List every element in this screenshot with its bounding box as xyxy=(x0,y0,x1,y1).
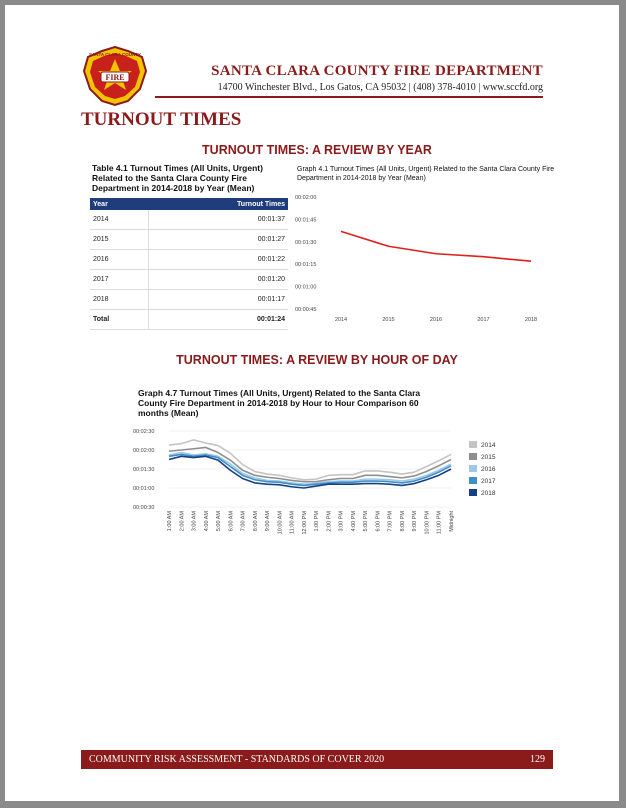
org-name: SANTA CLARA COUNTY FIRE DEPARTMENT xyxy=(211,63,543,79)
fire-department-logo xyxy=(80,45,150,107)
cell-year: 2015 xyxy=(90,230,149,250)
table-title: Table 4.1 Turnout Times (All Units, Urgent) Related to the Santa Clara County Fire Department in 2014-2018 by Year (Mean) xyxy=(92,163,263,193)
header-divider xyxy=(155,96,543,98)
x-tick-label: 7:00 PM xyxy=(387,511,394,532)
logo-text-top: SANTA CLARA COUNTY xyxy=(88,52,142,57)
cell-year: 2014 xyxy=(90,210,149,230)
x-tick-label: 1:00 PM xyxy=(314,511,321,532)
x-tick-label: 10:00 AM xyxy=(277,511,284,535)
cell-time: 00:01:22 xyxy=(149,250,288,270)
graph-4-1-chart xyxy=(293,187,555,327)
cell-time: 00:01:24 xyxy=(149,310,288,330)
x-tick-label: 1:00 AM xyxy=(167,511,173,532)
turnout-times-table xyxy=(90,198,288,330)
org-address: 14700 Winchester Blvd., Los Gatos, CA 95032 | (408) 378-4010 | www.sccfd.org xyxy=(217,82,543,93)
y-tick-label: 00:01:00 xyxy=(133,486,155,492)
graph-4-1-title: Graph 4.1 Turnout Times (All Units, Urgent) Related to the Santa Clara County Fire Department in 2014-2018 by Year (Mean) xyxy=(297,166,555,182)
x-tick-label: 2015 xyxy=(382,317,395,323)
x-tick-label: 12:00 PM xyxy=(301,511,308,535)
y-tick-label: 00:01:15 xyxy=(295,262,317,269)
x-tick-label: 2014 xyxy=(334,317,348,323)
y-tick-label: 00:01:45 xyxy=(295,217,317,224)
page-title: TURNOUT TIMES xyxy=(81,109,242,130)
x-tick-label: 11:00 PM xyxy=(436,511,443,535)
x-tick-label: 8:00 PM xyxy=(399,511,406,532)
series-line xyxy=(341,231,531,261)
logo-text-center: FIRE xyxy=(105,73,125,82)
legend-swatch xyxy=(469,477,477,484)
graph-4-7-chart xyxy=(131,425,511,550)
y-tick-label: 00:02:00 xyxy=(133,448,155,454)
x-tick-label: 10:00 PM xyxy=(424,511,431,535)
x-tick-label: 4:00 AM xyxy=(203,511,210,532)
y-tick-label: 00:01:30 xyxy=(133,467,155,473)
cell-year: 2018 xyxy=(90,290,149,310)
table-total-row xyxy=(90,310,288,330)
cell-time: 00:01:27 xyxy=(149,230,288,250)
cell-year: Total xyxy=(90,310,149,330)
x-tick-label: Midnight xyxy=(449,511,455,532)
y-tick-label: 00:01:30 xyxy=(295,239,317,246)
x-tick-label: 5:00 PM xyxy=(363,511,370,532)
y-tick-label: 00:01:00 xyxy=(295,284,317,291)
cell-year: 2017 xyxy=(90,270,149,290)
cell-year: 2016 xyxy=(90,250,149,270)
x-tick-label: 11:00 AM xyxy=(289,511,296,534)
table-row xyxy=(90,210,288,230)
section-title-by-year: TURNOUT TIMES: A REVIEW BY YEAR xyxy=(202,143,432,157)
legend-label: 2018 xyxy=(481,490,496,497)
document-page xyxy=(5,5,619,801)
x-tick-label: 2017 xyxy=(477,317,490,323)
table-row xyxy=(90,270,288,290)
x-tick-label: 9:00 PM xyxy=(412,511,419,532)
x-tick-label: 6:00 PM xyxy=(375,511,382,532)
legend-label: 2014 xyxy=(481,442,496,449)
legend-swatch xyxy=(469,489,477,496)
legend-label: 2015 xyxy=(481,454,496,461)
cell-time: 00:01:17 xyxy=(149,290,288,310)
x-tick-label: 8:00 AM xyxy=(252,511,259,532)
series-line xyxy=(169,440,451,480)
x-tick-label: 2:00 PM xyxy=(326,511,333,532)
table-header-row xyxy=(90,198,288,210)
legend-label: 2017 xyxy=(481,478,496,485)
cell-time: 00:01:37 xyxy=(149,210,288,230)
x-tick-label: 5:00 AM xyxy=(216,511,223,532)
series-line xyxy=(169,447,451,481)
x-tick-label: 2:00 AM xyxy=(179,511,186,532)
page-number: 129 xyxy=(530,754,545,765)
cell-time: 00:01:20 xyxy=(149,270,288,290)
y-tick-label: 00:00:30 xyxy=(133,505,155,511)
y-tick-label: 00:02:00 xyxy=(295,195,317,201)
legend-swatch xyxy=(469,465,477,472)
header-year: Year xyxy=(90,198,149,210)
legend-swatch xyxy=(469,453,477,460)
table-row xyxy=(90,230,288,250)
footer-bar xyxy=(81,750,553,769)
x-tick-label: 3:00 AM xyxy=(191,511,198,532)
footer-title: COMMUNITY RISK ASSESSMENT - STANDARDS OF COVER 2020 xyxy=(89,754,385,765)
table-row xyxy=(90,290,288,310)
x-tick-label: 2016 xyxy=(429,317,443,323)
x-tick-label: 2018 xyxy=(524,317,538,323)
legend-label: 2016 xyxy=(481,466,496,473)
x-tick-label: 9:00 AM xyxy=(265,511,272,532)
table-row xyxy=(90,250,288,270)
graph-4-7-title: Graph 4.7 Turnout Times (All Units, Urgent) Related to the Santa Clara County Fire Department in 2014-2018 by Hour to Hour Comparison 60 months (Mean) xyxy=(138,388,421,418)
y-tick-label: 00:02:30 xyxy=(133,429,155,435)
series-line xyxy=(169,454,451,485)
y-tick-label: 00:00:45 xyxy=(295,307,317,313)
legend-swatch xyxy=(469,441,477,448)
header-turnout-times: Turnout Times xyxy=(149,198,288,210)
x-tick-label: 3:00 PM xyxy=(338,511,345,532)
section-title-by-hour: TURNOUT TIMES: A REVIEW BY HOUR OF DAY xyxy=(176,353,458,367)
x-tick-label: 6:00 AM xyxy=(228,511,235,532)
x-tick-label: 7:00 AM xyxy=(240,511,247,532)
x-tick-label: 4:00 PM xyxy=(350,511,357,532)
